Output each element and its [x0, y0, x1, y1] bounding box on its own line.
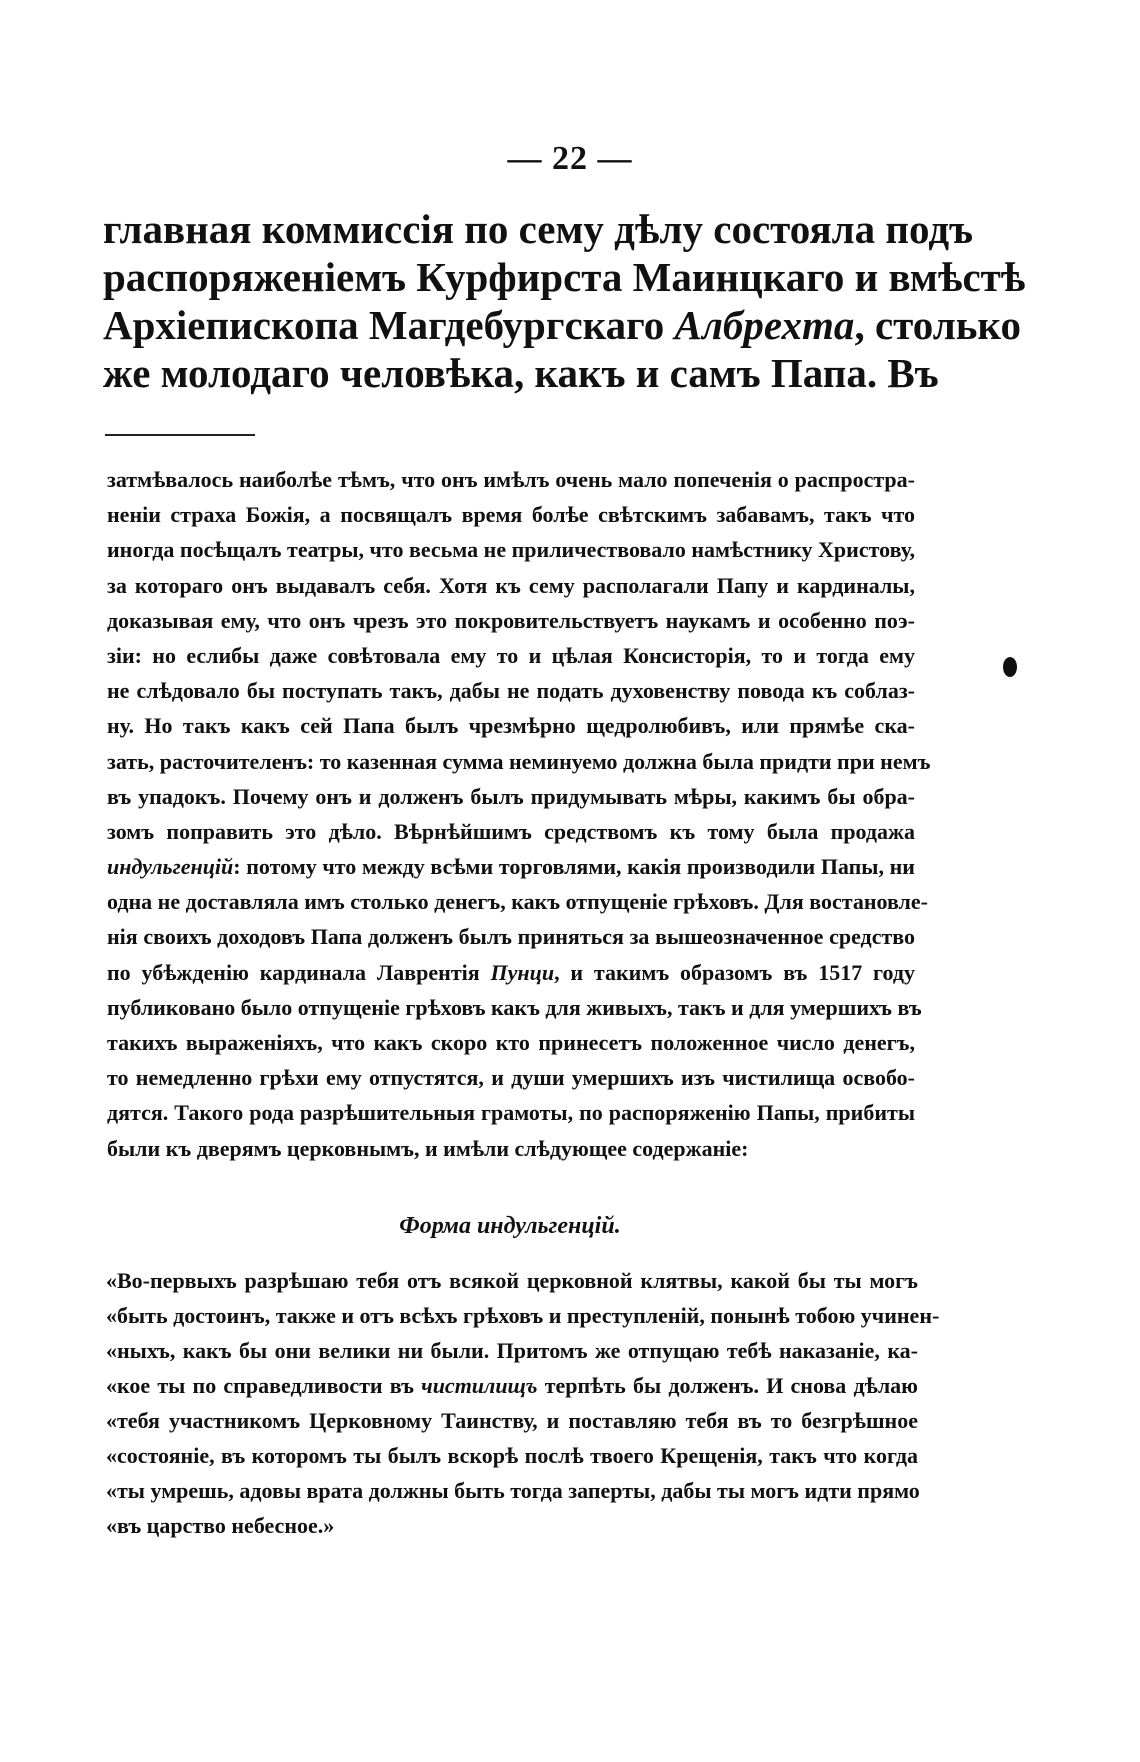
quote-line-text: терпѣть бы долженъ. И снова дѣлаю [537, 1373, 918, 1398]
main-line: распоряженіемъ Курфирста Маинцкаго и вмѣстѣ [103, 254, 1026, 300]
main-paragraph [103, 205, 1026, 397]
main-line-text: , столько [854, 302, 1021, 348]
page-number: — 22 — [507, 140, 633, 177]
footnote-line: затмѣвалось наиболѣе тѣмъ, что онъ имѣлъ очень мало попеченія о распростра- [107, 467, 915, 492]
italic-name-albrecht: Албрехта [674, 302, 855, 348]
footnote-line: такихъ выраженіяхъ, что какъ скоро кто принесетъ положенное число денегъ, [107, 1030, 915, 1055]
footnote-line: въ упадокъ. Почему онъ и долженъ былъ придумывать мѣры, какимъ бы обра- [107, 783, 915, 809]
quote-line: «состояніе, въ которомъ ты былъ вскорѣ послѣ твоего Крещенія, такъ что когда [106, 1443, 918, 1468]
italic-punzi: Пунци [490, 959, 555, 985]
ink-blot [1003, 657, 1017, 677]
footnote-line: публиковано было отпущеніе грѣховъ какъ для живыхъ, такъ и для умершихъ въ [107, 994, 922, 1020]
main-line: главная коммиссія по сему дѣлу состояла подъ [103, 206, 974, 252]
footnote-line [107, 849, 915, 884]
footnote-line: то немедленно грѣхи ему отпустятся, и души умершихъ изъ чистилища освобо- [107, 1065, 915, 1091]
quote-line: «быть достоинъ, также и отъ всѣхъ грѣховъ и преступленій, понынѣ тобою учинен- [106, 1303, 940, 1328]
quote-line-text: «кое ты по справедливости въ [106, 1373, 422, 1398]
footnote-line: зіи: но еслибы даже совѣтовала ему то и цѣлая Консисторія, то и тогда ему [107, 642, 915, 668]
footnote [107, 462, 931, 1166]
indulgence-quote [106, 1263, 940, 1543]
quote-line: «ты умрешь, адовы врата должны быть тогда заперты, дабы ты могъ идти прямо [106, 1478, 920, 1503]
footnote-line: неніи страха Божія, а посвящалъ время болѣе свѣтскимъ забавамъ, такъ что [107, 502, 915, 528]
footnote-line: не слѣдовало бы поступать такъ, дабы не подать духовенству повода къ соблаз- [107, 678, 915, 704]
italic-purgatory: чистилищъ [421, 1373, 538, 1398]
quote-line: «Во-первыхъ разрѣшаю тебя отъ всякой церковной клятвы, какой бы ты могъ [106, 1268, 918, 1293]
quote-line [106, 1368, 918, 1403]
main-line [103, 301, 1021, 349]
footnote-line: нія своихъ доходовъ Папа долженъ былъ приняться за вышеозначенное средство [107, 924, 915, 950]
footnote-line: за котораго онъ выдавалъ себя. Хотя къ сему располагали Папу и кардиналы, [107, 572, 915, 598]
footnote-line: были къ дверямъ церковнымъ, и имѣли слѣдующее содержаніе: [107, 1135, 749, 1161]
footnote-line: доказывая ему, что онъ чрезъ это покровительствуетъ наукамъ и особенно поэ- [107, 607, 915, 633]
footnote-line: ну. Но такъ какъ сей Папа былъ чрезмѣрно щедролюбивъ, или прямѣе ска- [107, 713, 915, 739]
footnote-line-text: , и такимъ образомъ въ 1517 году [554, 959, 915, 985]
footnote-line-text: по убѣжденію кардинала Лаврентія [107, 959, 491, 985]
footnote-line-text: : потому что между всѣми торговлями, какія производили Папы, ни [233, 854, 915, 880]
footnote-line: зать, расточителенъ: то казенная сумма неминуемо должна была придти при немъ [107, 748, 931, 774]
italic-indulgences: индульгенцій [107, 854, 234, 880]
main-line-text: Архіепископа Магдебургскаго [103, 302, 675, 348]
footnote-line: зомъ поправить это дѣло. Вѣрнѣйшимъ средствомъ къ тому была продажа [107, 818, 915, 844]
footnote-rule [105, 434, 255, 436]
footnote-line: дятся. Такого рода разрѣшительныя грамоты, по распоряженію Папы, прибиты [107, 1100, 915, 1126]
footnote-line [107, 955, 915, 990]
footnote-line: иногда посѣщалъ театры, что весьма не приличествовало намѣстнику Христову, [107, 537, 915, 563]
quote-line: «тебя участникомъ Церковному Таинству, и поставляю тебя въ то безгрѣшное [106, 1408, 918, 1433]
main-line: же молодаго человѣка, какъ и самъ Папа. Въ [103, 350, 939, 396]
form-heading: Форма индульгенцій. [399, 1213, 621, 1239]
quote-line: «въ царство небесное.» [106, 1513, 335, 1538]
footnote-line: одна не доставляла имъ столько денегъ, какъ отпущеніе грѣховъ. Для востановле- [107, 889, 928, 915]
quote-line: «ныхъ, какъ бы они велики ни были. Притомъ же отпущаю тебѣ наказаніе, ка- [106, 1338, 918, 1363]
